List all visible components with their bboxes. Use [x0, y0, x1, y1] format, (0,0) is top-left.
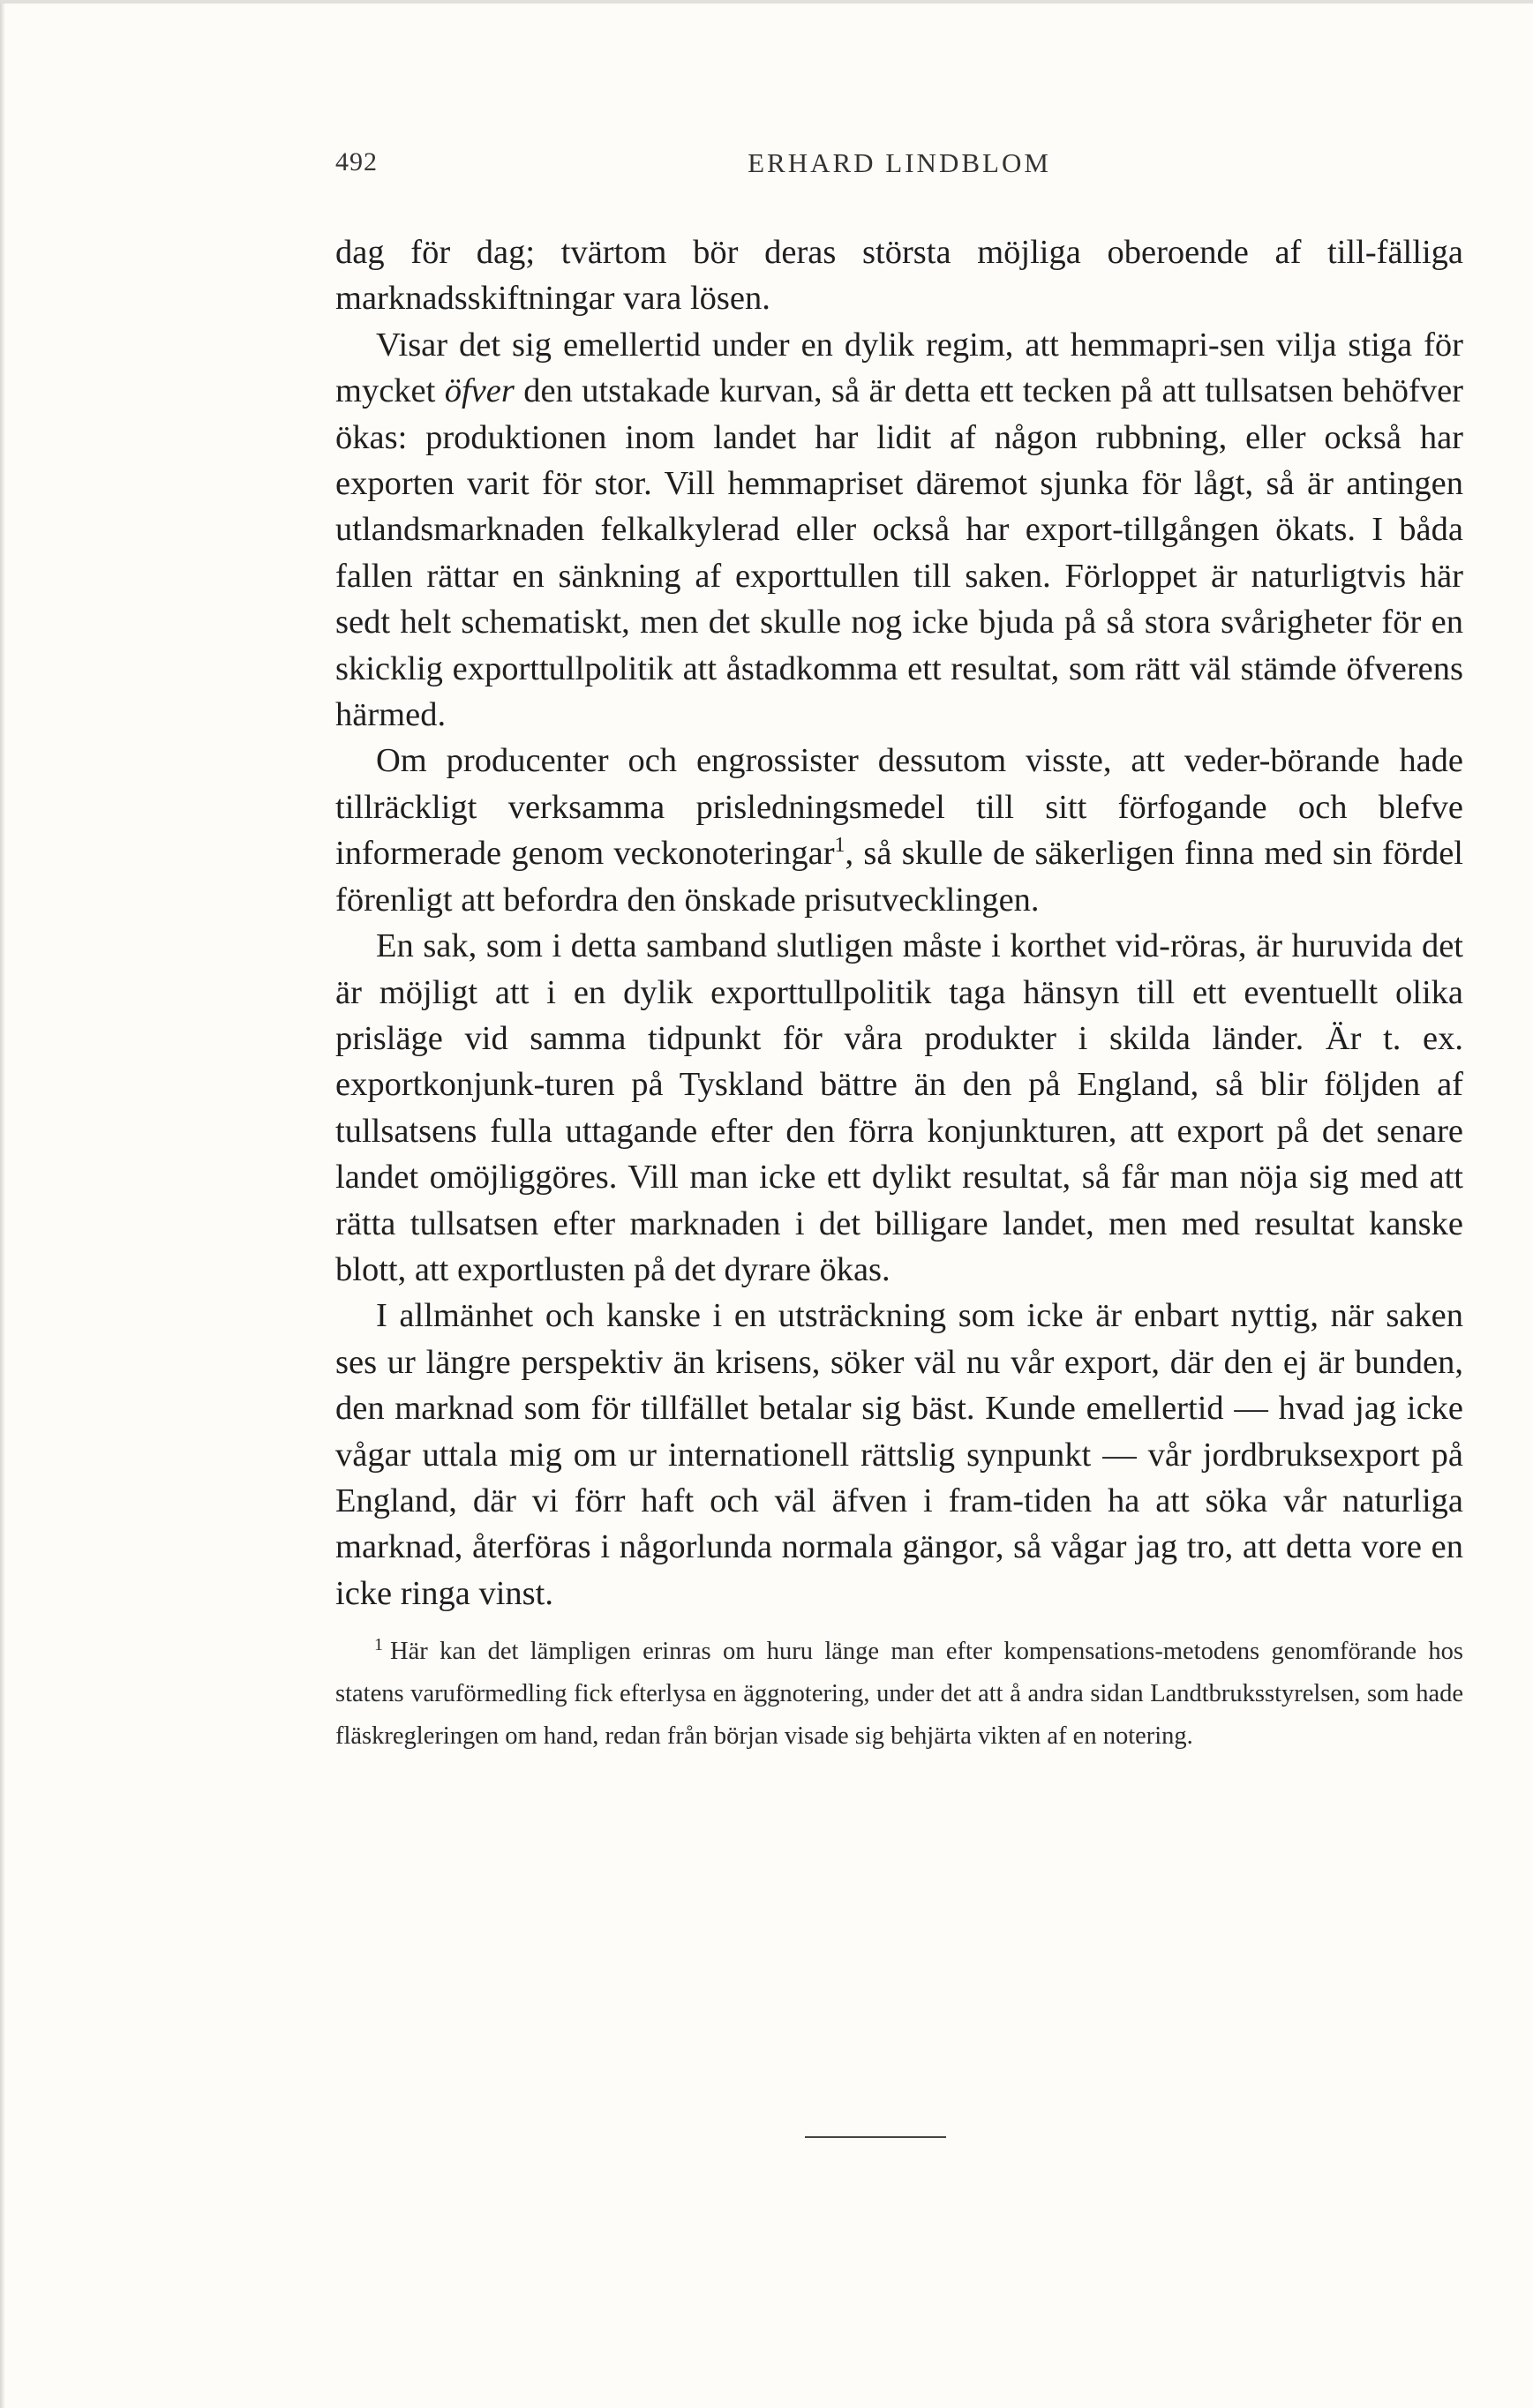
scan-edge: [0, 0, 5, 2408]
paragraph-1: [335, 229, 1463, 322]
book-page: [335, 137, 1463, 1758]
footnote-mark: 1: [374, 1634, 383, 1654]
footnote-reference[interactable]: 1: [834, 834, 845, 858]
scan-edge-top: [0, 0, 1533, 4]
running-head: [335, 137, 1463, 190]
footnote: [335, 1631, 1463, 1758]
paragraph-text: Visar det sig emellertid under en dylik regim, att hemmapri-sen vilja stiga för mycket: [335, 326, 1463, 410]
paragraph-2: [335, 322, 1463, 739]
paragraph-3: [335, 738, 1463, 923]
body-text: [335, 229, 1463, 1617]
running-title: ERHARD LINDBLOM: [748, 147, 1051, 178]
paragraph-text: I allmänhet och kanske i en utsträckning som icke är enbart nyttig, när saken ses ur längre perspektiv än krisens, söker väl nu vår export, där den ej är bunden, den marknad som för tillfället betalar sig bäst. Kunde emellertid — hvad jag icke vågar uttala mig om ur internationell rättslig synpunkt — vår jordbruksexport på England, där vi förr haft och väl äfven i fram-tiden ha att söka vår naturliga marknad, återföras i någorlunda normala gängor, så vågar jag tro, att detta vore en icke ringa vinst.: [335, 1297, 1463, 1612]
paragraph-text: den utstakade kurvan, så är detta ett tecken på att tullsatsen behöfver ökas: produktionen inom landet har lidit af någon rubbning, eller också har exporten varit för stor. Vill hemmapriset däremot sjunka för lågt, så är antingen utlandsmarknaden felkalkylerad eller också har export-tillgången ökats. I båda fallen rättar en sänkning af exporttullen till saken. Förloppet är naturligtvis här sedt helt schematiskt, men det skulle nog icke bjuda på så stora svårigheter för en skicklig exporttullpolitik att åstadkomma ett resultat, som rätt väl stämde öfverens härmed.: [335, 372, 1463, 734]
footnote-text: Här kan det lämpligen erinras om huru länge man efter kompensations-metodens genomförande hos statens varuförmedling fick efterlysa en äggnotering, under det att å andra sidan Landtbruksstyrelsen, som hade fläskregleringen om hand, redan från början visade sig behjärta vikten af en notering.: [335, 1638, 1463, 1751]
paragraph-text: En sak, som i detta samband slutligen måste i korthet vid-röras, är huruvida det är möjligt att i en dylik exporttullpolitik taga hänsyn till ett eventuellt olika prisläge vid samma tidpunkt för våra produkter i skilda länder. Är t. ex. exportkonjunk-turen på Tyskland bättre än den på England, så blir följden af tullsatsens fulla uttagande efter den förra konjunkturen, att export på det senare landet omöjliggöres. Vill man icke ett dylikt resultat, så får man nöja sig med att rätta tullsatsen efter marknaden i det billigare landet, men med resultat kanske blott, att exportlusten på det dyrare ökas.: [335, 927, 1463, 1288]
emphasized-word: öfver: [444, 372, 515, 410]
paragraph-text: , så skulle de säkerligen finna med sin fördel förenligt att befordra den önskade prisutvecklingen.: [335, 835, 1463, 919]
paragraph-text: dag för dag; tvärtom bör deras största möjliga oberoende af till-fälliga marknadsskiftningar vara lösen.: [335, 234, 1463, 318]
paragraph-5: [335, 1293, 1463, 1617]
end-rule: [805, 2136, 946, 2138]
page-number: 492: [335, 147, 378, 176]
paragraph-text: Om producenter och engrossister dessutom visste, att veder-börande hade tillräckligt verksamma prisledningsmedel till sitt förfogande och blefve informerade genom veckonoteringar: [335, 742, 1463, 873]
paragraph-4: [335, 923, 1463, 1293]
